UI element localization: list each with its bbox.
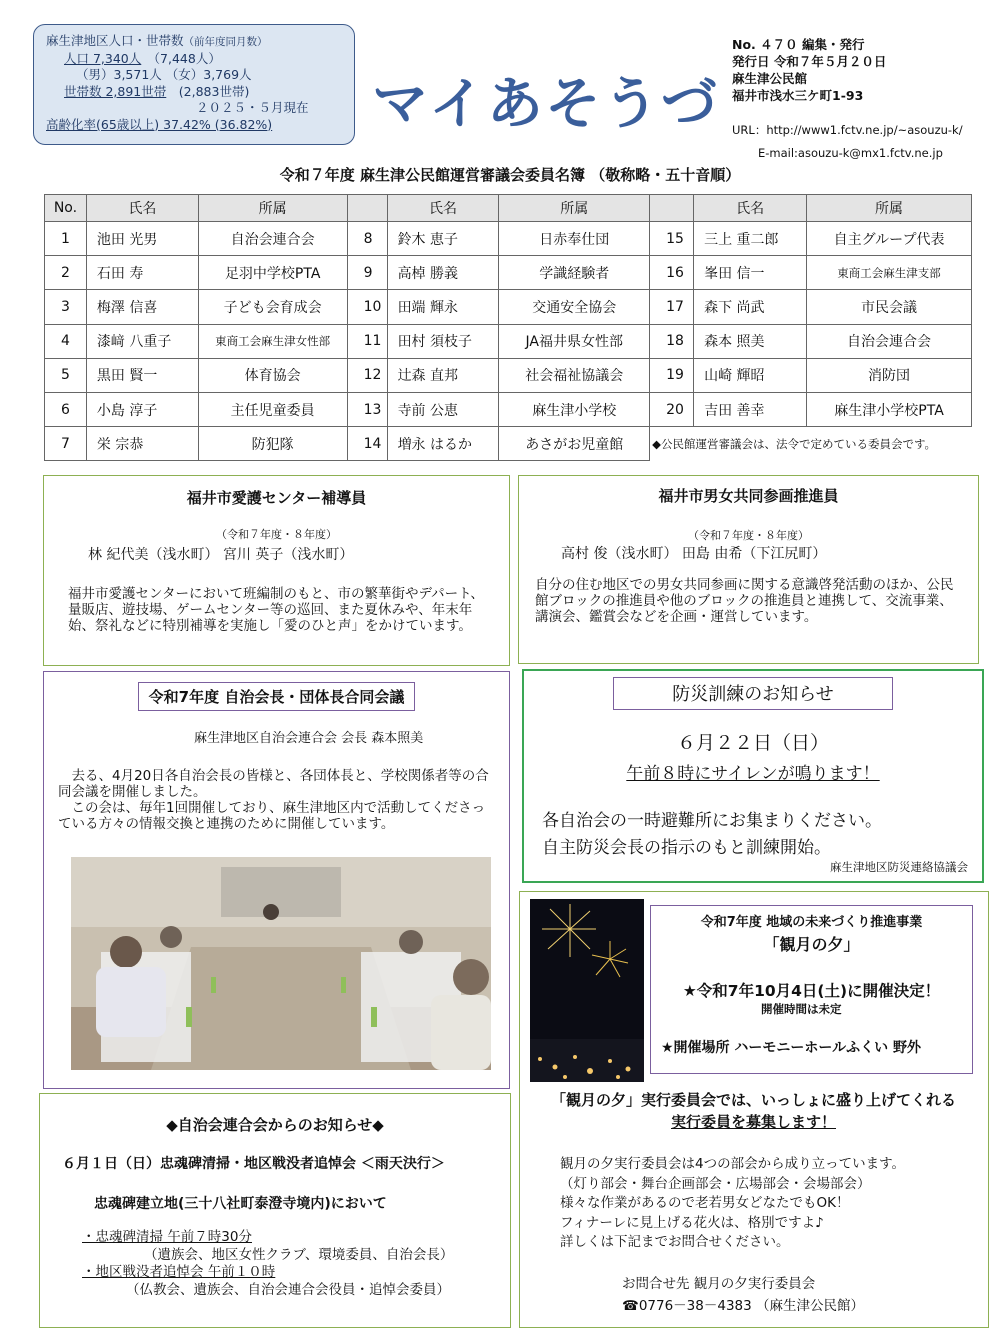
- col-no: No.: [45, 195, 87, 222]
- item-cleaning: ・忠魂碑清掃 午前７時30分: [82, 1229, 252, 1245]
- col-no-blank: [347, 195, 387, 222]
- member-no: 1: [45, 222, 87, 256]
- member-name: 黒田 賢一: [86, 358, 198, 392]
- email-address[interactable]: E-mail:asouzu-k@mx1.fctv.ne.jp: [758, 146, 943, 160]
- member-affiliation: 麻生津小学校: [499, 392, 650, 426]
- member-no: 16: [650, 256, 694, 290]
- kangetsu-contact: お問合せ先 観月の夕実行委員会: [622, 1276, 816, 1292]
- member-affiliation: 防犯隊: [198, 427, 347, 461]
- member-name: 高棹 勝義: [387, 256, 499, 290]
- col-affiliation: 所属: [807, 195, 972, 222]
- member-no: 15: [650, 222, 694, 256]
- recruit-line2: 実行委員を募集します！: [670, 1113, 836, 1131]
- issue-number: No. ４７０ 編集・発行: [732, 37, 865, 52]
- member-name: 田村 須枝子: [387, 324, 499, 358]
- member-no: 18: [650, 324, 694, 358]
- member-no: 7: [45, 427, 87, 461]
- renraku-place: 忠魂碑建立地(三十八社町泰澄寺境内)において: [94, 1196, 387, 1212]
- detail-line: 観月の夕実行委員会は4つの部会から成り立っています。: [560, 1156, 906, 1172]
- table-row: [45, 324, 972, 358]
- renraku-event: ６月１日（日）忠魂碑清掃・地区戦没者追悼会 ＜雨天決行＞: [62, 1156, 445, 1172]
- issue-date: 発行日 令和７年５月２０日: [732, 54, 887, 69]
- member-name: 梅澤 信喜: [86, 290, 198, 324]
- member-affiliation: 自主グループ代表: [807, 222, 972, 256]
- member-affiliation: 主任児童委員: [198, 392, 347, 426]
- gender-breakdown: （男）3,571人 （女）3,769人: [76, 67, 252, 82]
- publisher: 麻生津公民館: [732, 71, 808, 86]
- member-no: 11: [347, 324, 387, 358]
- stats-heading-note: （前年度同月数）: [183, 36, 268, 48]
- col-affiliation: 所属: [499, 195, 650, 222]
- committee-title: 令和７年度 麻生津公民館運営審議会委員名簿 （敬称略・五十音順）: [279, 166, 741, 184]
- member-affiliation: 交通安全協会: [499, 290, 650, 324]
- member-no: 6: [45, 392, 87, 426]
- member-affiliation: あさがお児童館: [499, 427, 650, 461]
- col-name: 氏名: [694, 195, 807, 222]
- member-name: 森下 尚武: [694, 290, 807, 324]
- member-affiliation: 足羽中学校PTA: [198, 256, 347, 290]
- aigo-names: 林 紀代美（浅水町） 宮川 英子（浅水町）: [88, 547, 354, 563]
- member-name: 漆﨑 八重子: [86, 324, 198, 358]
- member-no: 2: [45, 256, 87, 290]
- table-header-row: [45, 195, 972, 222]
- member-no: 5: [45, 358, 87, 392]
- member-no: 9: [347, 256, 387, 290]
- member-no: 14: [347, 427, 387, 461]
- member-name: 池田 光男: [86, 222, 198, 256]
- member-no: 10: [347, 290, 387, 324]
- member-affiliation: 自治会連合会: [807, 324, 972, 358]
- committee-table: [44, 194, 972, 461]
- danjo-body: 自分の住む地区での男女共同参画に関する意識啓発活動のほか、公民館ブロックの推進員や他のブロックの推進員と連携して、交流事業、講演会、鑑賞会などを企画・運営しています。: [535, 577, 954, 625]
- member-name: 森本 照美: [694, 324, 807, 358]
- member-name: 小島 淳子: [86, 392, 198, 426]
- member-affiliation: 学識経験者: [499, 256, 650, 290]
- danjo-term: （令和７年度・８年度）: [688, 529, 809, 542]
- households-prev: (2,883世帯): [178, 83, 250, 99]
- member-affiliation: 子ども会育成会: [198, 290, 347, 324]
- association-notice-box: [39, 1093, 511, 1328]
- table-row: [45, 290, 972, 324]
- table-row: [45, 256, 972, 290]
- stats-heading: 麻生津地区人口・世帯数: [46, 33, 184, 48]
- kangetsu-sub: 令和7年度 地域の未来づくり推進事業: [700, 915, 923, 930]
- bousai-date: ６月２２日（日）: [676, 732, 829, 754]
- item-cleaning-detail: （遺族会、地区女性クラブ、環境委員、自治会長）: [144, 1246, 454, 1263]
- member-affiliation: 市民会議: [807, 290, 972, 324]
- bousai-title: 防災訓練のお知らせ: [613, 677, 892, 710]
- recruit-line1: 「観月の夕」実行委員会では、いっしょに盛り上げてくれる: [550, 1091, 956, 1109]
- member-no: 17: [650, 290, 694, 324]
- member-name: 増永 はるか: [387, 427, 499, 461]
- fireworks-photo: [530, 899, 644, 1082]
- kangetsu-date: ★令和7年10月4日(土)に開催決定！: [682, 982, 941, 1000]
- col-name: 氏名: [387, 195, 499, 222]
- contact-urls: [732, 119, 963, 165]
- member-affiliation: 社会福祉協議会: [499, 358, 650, 392]
- disaster-drill-box: [522, 669, 984, 883]
- member-affiliation: 麻生津小学校PTA: [807, 392, 972, 426]
- population-stats-box: [33, 24, 355, 145]
- member-affiliation: 消防団: [807, 358, 972, 392]
- table-row: [45, 222, 972, 256]
- member-no: 4: [45, 324, 87, 358]
- member-no: 12: [347, 358, 387, 392]
- detail-line: 様々な作業があるので老若男女どなたでもOK！: [560, 1195, 850, 1211]
- kangetsu-title: 「観月の夕」: [763, 935, 860, 954]
- gender-equality-box: [518, 475, 979, 664]
- bousai-line2: 自主防災会長の指示のもと訓練開始。: [542, 838, 831, 858]
- member-affiliation: 自治会連合会: [198, 222, 347, 256]
- table-row: [45, 392, 972, 426]
- item-memorial: ・地区戦没者追悼会 午前１０時: [82, 1264, 276, 1280]
- member-affiliation: 日赤奉仕団: [499, 222, 650, 256]
- address: 福井市浅水三ケ町1-93: [732, 88, 864, 103]
- col-name: 氏名: [86, 195, 198, 222]
- households: 世帯数 2,891世帯: [64, 83, 167, 99]
- member-name: 寺前 公恵: [387, 392, 499, 426]
- member-name: 栄 宗恭: [86, 427, 198, 461]
- table-row: [45, 427, 972, 461]
- member-no: 13: [347, 392, 387, 426]
- detail-line: フィナーレに見上げる花火は、格別ですよ♪: [560, 1214, 824, 1231]
- kangetsu-place: ★開催場所 ハーモニーホールふくい 野外: [661, 1040, 922, 1056]
- member-name: 田端 輝永: [387, 290, 499, 324]
- member-affiliation: JA福井県女性部: [499, 324, 650, 358]
- publication-info: [732, 36, 886, 104]
- aigo-title: 福井市愛護センター補導員: [186, 489, 367, 507]
- kangetsu-time: 開催時間は未定: [761, 1002, 842, 1016]
- renraku-title: ◆自治会連合会からのお知らせ◆: [166, 1116, 384, 1134]
- website-url[interactable]: URL：http://www1.fctv.ne.jp/~asouzu-k/: [732, 123, 963, 137]
- bousai-line1: 各自治会の一時避難所にお集まりください。: [542, 811, 882, 831]
- member-name: 辻森 直邦: [387, 358, 499, 392]
- col-affiliation: 所属: [198, 195, 347, 222]
- aigo-body: 福井市愛護センターにおいて班編制のもと、市の繁華街やデパート、量販店、遊技場、ゲームセンター等の巡回、また夏休みや、年末年始、祭礼などに特別補導を実施し「愛のひと声」をかけています。: [68, 586, 484, 634]
- stats-date: ２０２５・５月現在: [196, 100, 309, 115]
- danjo-names: 高村 俊（浅水町） 田島 由希（下江尻町）: [561, 546, 827, 562]
- jichi-author: 麻生津地区自治会連合会 会長 森本照美: [194, 731, 424, 746]
- committee-note: ◆公民館運営審議会は、法令で定めている委員会です。: [652, 436, 937, 451]
- member-no: 20: [650, 392, 694, 426]
- renraku-items: [40, 1229, 510, 1299]
- col-no-blank: [650, 195, 694, 222]
- member-affiliation: 体育協会: [198, 358, 347, 392]
- population-prev: （7,448人）: [153, 50, 221, 66]
- newsletter-title: マイあそうづ: [372, 72, 719, 137]
- population: 人口 7,340人: [64, 50, 142, 66]
- member-no: 19: [650, 358, 694, 392]
- aigo-center-box: [43, 475, 510, 666]
- meeting-photo: [71, 857, 491, 1070]
- aging-rate: 高齢化率(65歳以上) 37.42% (36.82%): [46, 116, 273, 132]
- member-affiliation: 東商工会麻生津女性部: [198, 324, 347, 358]
- bousai-siren: 午前８時にサイレンが鳴ります！: [626, 764, 880, 784]
- member-no: 8: [347, 222, 387, 256]
- member-name: 山崎 輝昭: [694, 358, 807, 392]
- danjo-title: 福井市男女共同参画推進員: [658, 487, 839, 505]
- kangetsu-details: [560, 1155, 905, 1253]
- jichi-p2: この会は、毎年1回開催しており、麻生津地区内で活動してくださっている方々の情報交換と連携のために開催しています。: [58, 800, 486, 832]
- member-name: 石田 寿: [86, 256, 198, 290]
- member-name: 吉田 善幸: [694, 392, 807, 426]
- table-row: [45, 358, 972, 392]
- aigo-term: （令和７年度・８年度）: [216, 528, 337, 541]
- jichi-title: 令和7年度 自治会長・団体長合同会議: [138, 682, 416, 711]
- jichi-p1: 去る、4月20日各自治会長の皆様と、各団体長と、学校関係者等の合同会議を開催しました。: [58, 768, 489, 800]
- member-name: 鈴木 恵子: [387, 222, 499, 256]
- member-affiliation: 東商工会麻生津支部: [807, 256, 972, 290]
- kangetsu-inner-frame: [650, 905, 973, 1074]
- detail-line: （灯り部会・舞台企画部会・広場部会・会場部会）: [560, 1175, 871, 1192]
- bousai-org: 麻生津地区防災連絡協議会: [830, 860, 968, 874]
- detail-line: 詳しくは下記までお問合せください。: [560, 1234, 790, 1250]
- member-no: 3: [45, 290, 87, 324]
- member-name: 峯田 信一: [694, 256, 807, 290]
- item-memorial-detail: （仏教会、遺族会、自治会連合会役員・追悼会委員）: [126, 1281, 450, 1298]
- member-name: 三上 重二郎: [694, 222, 807, 256]
- kangetsu-tel: ☎0776－38－4383 （麻生津公民館）: [622, 1298, 864, 1314]
